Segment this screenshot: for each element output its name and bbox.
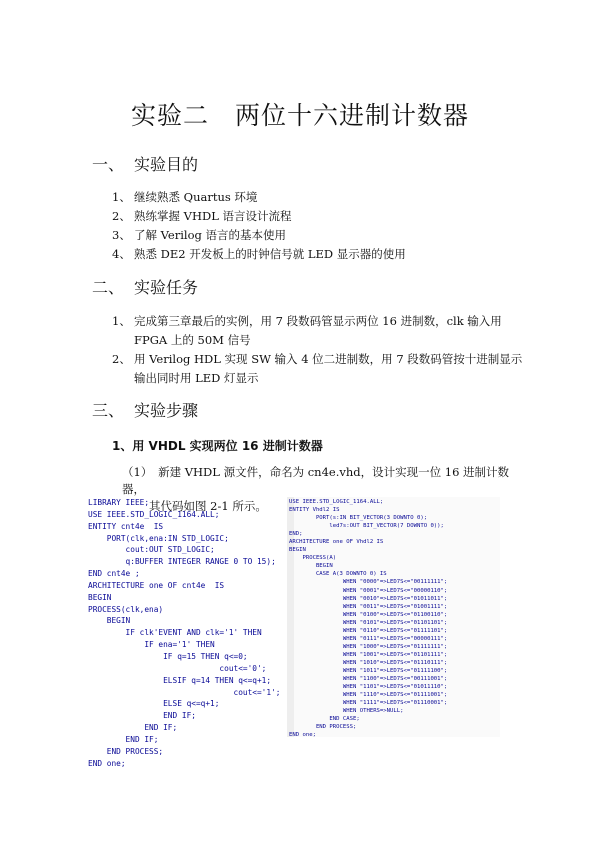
list-item (112, 207, 292, 226)
list-text: 熟悉 DE2 开发板上的时钟信号就 LED 显示器的使用 (134, 247, 406, 261)
section-number: 一、 (92, 155, 125, 174)
page-title: 实验二 两位十六进制计数器 (130, 101, 469, 130)
section-number: 二、 (92, 278, 125, 297)
section-number: 三、 (92, 401, 125, 420)
list-item (112, 245, 406, 264)
paragraph-line-2: 其代码如图 2-1 所示。 (149, 499, 267, 513)
list-number: 2、 (112, 209, 131, 223)
list-text-continuation: 输出同时用 LED 灯显示 (134, 371, 259, 385)
list-number: 3、 (112, 228, 131, 242)
list-text: 熟练掌握 VHDL 语言设计流程 (134, 209, 292, 223)
section-heading-3 (92, 398, 198, 421)
list-text: 继续熟悉 Quartus 环境 (134, 190, 258, 204)
section-heading-1 (92, 152, 198, 175)
list-text: 了解 Verilog 语言的基本使用 (134, 228, 287, 242)
list-item (112, 226, 286, 245)
list-text-continuation: FPGA 上的 50M 信号 (134, 333, 251, 347)
section-heading-2 (92, 275, 198, 298)
list-item (112, 312, 502, 350)
list-number: 2、 (112, 352, 131, 366)
list-item (112, 188, 257, 207)
list-number: 4、 (112, 247, 131, 261)
section-title: 实验目的 (134, 155, 199, 174)
paragraph-line-1: （1） 新建 VHDL 源文件，命名为 cn4e.vhd，设计实现一位 16 进制计数器， (122, 465, 510, 496)
section-title: 实验任务 (134, 278, 199, 297)
list-text: 完成第三章最后的实例，用 7 段数码管显示两位 16 进制数，clk 输入用 (134, 314, 502, 328)
list-number: 1、 (112, 190, 131, 204)
list-number: 1、 (112, 314, 131, 328)
code-listing-cnt4e: LIBRARY IEEE; USE IEEE.STD_LOGIC_1164.ALL; ENTITY cnt4e IS PORT(clk,ena:IN STD_LOGIC; cout:OUT STD_LOGIC; q:BUFFER INTEGER RANGE 0 TO 15); END cnt4e ; ARCHITECTURE one OF cnt4e IS BEGIN PROCESS(clk,ena) BEGIN IF clk'EVENT AND clk='1' THEN IF ena='1' THEN IF q=15 THEN q<=0; cout<='0'; ELSIF q=14 THEN q<=q+1; cout<='1'; ELSE q<=q+1; END IF; END IF; END IF; END PROCESS; END one; (88, 498, 281, 768)
section-title: 实验步骤 (134, 401, 199, 420)
list-text: 用 Verilog HDL 实现 SW 输入 4 位二进制数，用 7 段数码管按十进制显示 (134, 352, 523, 366)
list-item (112, 350, 522, 388)
code-listing-vhdl2: USE IEEE.STD_LOGIC_1164.ALL; ENTITY Vhdl2 IS PORT(s:IN BIT_VECTOR(3 DOWNTO 0); led7s:OUT BIT_VECTOR(7 DOWNTO 0)); END; ARCHITECTURE one OF Vhdl2 IS BEGIN PROCESS(A) BEGIN CASE A(3 DOWNTO 0) IS WHEN "0000"=>LED7S<="00111111"; WHEN "0001"=>LED7S<="00000110"; WHEN "0010"=>LED7S<="01011011"; WHEN "0011"=>LED7S<="01001111"; WHEN "0100"=>LED7S<="01100110"; WHEN "0101"=>LED7S<="01101101"; WHEN "0110"=>LED7S<="01111101"; WHEN "0111"=>LED7S<="00000111"; WHEN "1000"=>LED7S<="01111111"; WHEN "1001"=>LED7S<="01101111"; WHEN "1010"=>LED7S<="01110111"; WHEN "1011"=>LED7S<="01111100"; WHEN "1100"=>LED7S<="00111001"; WHEN "1101"=>LED7S<="01011110"; WHEN "1110"=>LED7S<="01111001"; WHEN "1111"=>LED7S<="01110001"; WHEN OTHERS=>NULL; END CASE; END PROCESS; END one; (289, 499, 448, 739)
step-heading: 1、用 VHDL 实现两位 16 进制计数器 (112, 439, 323, 453)
